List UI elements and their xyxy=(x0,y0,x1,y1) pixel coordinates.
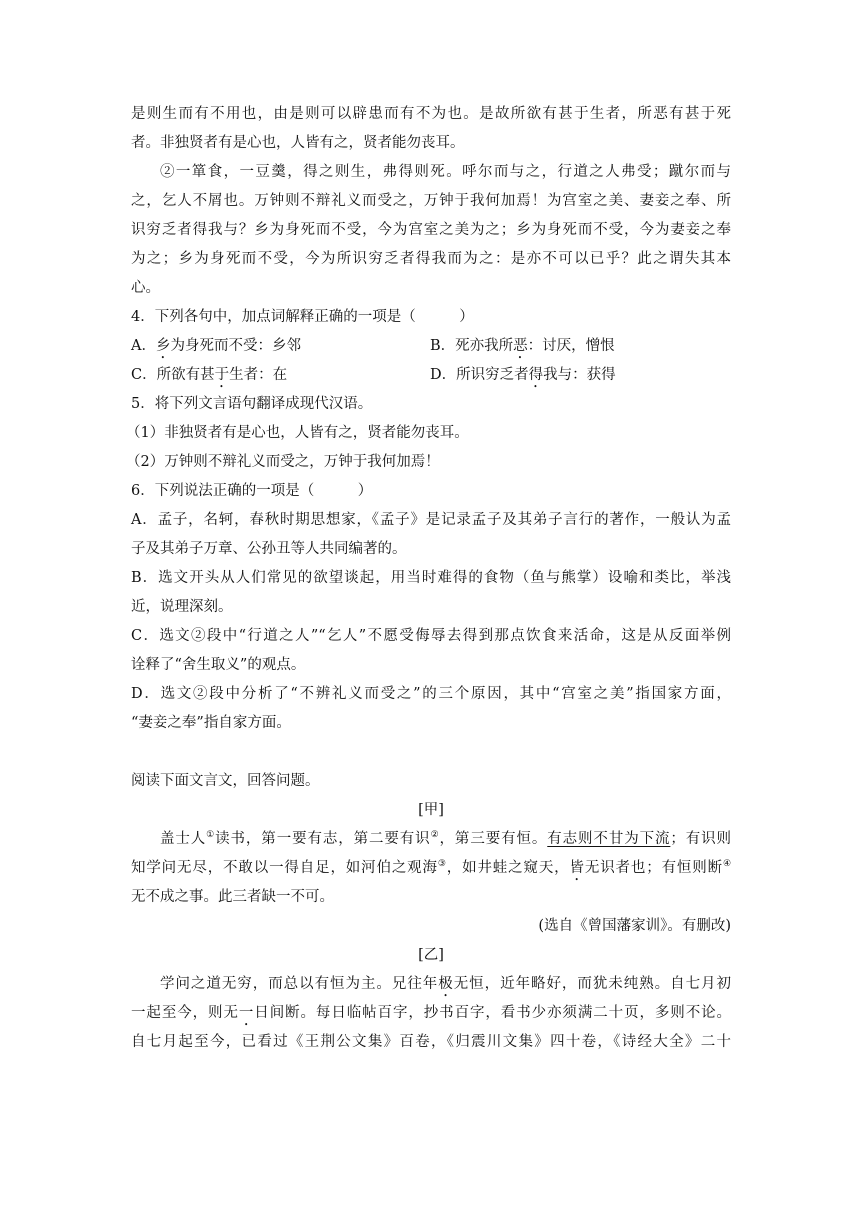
question-6-option-c-cont: 诠释了“舍生取义”的观点。 xyxy=(131,657,306,673)
emphasized-char: 一 xyxy=(238,1005,255,1021)
text-yi-line: 学问之道无穷，而总以有恒为主。兄往年极无恒，近年略好，而犹未纯熟。自七月初 xyxy=(160,976,732,992)
question-5-stem: 5．将下列文言语句翻译成现代汉语。 xyxy=(131,396,373,412)
emphasized-char: 极 xyxy=(438,976,454,992)
text-jia-line: 无不成之事。此三者缺一不可。 xyxy=(131,889,334,905)
question-5-sentence-2: （2）万钟则不辩礼义而受之，万钟于我何加焉！ xyxy=(126,454,440,470)
text-yi-line: 自七月起至今，已看过《王荆公文集》百卷，《归震川文集》四十卷，《诗经大全》二十 xyxy=(131,1034,731,1050)
question-4-option-c: C．所欲有甚于生者：在 xyxy=(131,367,288,383)
text-jia-title: [甲] xyxy=(418,802,444,818)
question-6-option-b-cont: 近，说理深刻。 xyxy=(131,599,233,615)
question-4-option-d: D．所识穷乏者得我与：获得 xyxy=(430,367,616,383)
emphasized-char: 乡 xyxy=(155,338,171,354)
question-6-option-a: A．孟子，名轲，春秋时期思想家，《孟子》是记录孟子及其弟子言行的著作，一般认为孟 xyxy=(131,512,731,528)
question-6-option-d-cont: “妻妾之奉”指自家方面。 xyxy=(131,715,291,731)
question-6-stem: 6．下列说法正确的一项是（ ） xyxy=(131,483,373,499)
emphasized-char: 得 xyxy=(528,367,544,383)
emphasized-char: 恶 xyxy=(513,338,528,354)
question-6-option-d: D．选文②段中分析了“不辨礼义而受之”的三个原因，其中“宫室之美”指国家方面， xyxy=(131,686,731,702)
question-4-option-a: A．乡为身死而不受：乡邻 xyxy=(131,338,301,354)
text-jia-line: 盖士人①读书，第一要有志，第二要有识②，第三要有恒。有志则不甘为下流；有识则 xyxy=(160,830,732,847)
passage-line: 之，乞人不屑也。万钟则不辩礼义而受之，万钟于我何加焉！为宫室之美、妻妾之奉、所 xyxy=(131,193,731,209)
question-6-option-c: C．选文②段中“行道之人”“乞人”不愿受侮辱去得到那点饮食来活命，这是从反面举例 xyxy=(131,628,731,644)
passage-line: 者。非独贤者有是心也，人皆有之，贤者能勿丧耳。 xyxy=(131,135,465,151)
passage-line: 识穷乏者得我与？乡为身死而不受，今为宫室之美为之；乡为身死而不受，今为妻妾之奉 xyxy=(131,222,731,238)
emphasized-char: 于 xyxy=(214,367,230,383)
passage-line: 为之；乡为身死而不受，今为所识穷乏者得我而为之：是亦不可以已乎？此之谓失其本 xyxy=(131,251,731,267)
passage-line: 是则生而有不用也，由是则可以辟患而有不为也。是故所欲有甚于生者，所恶有甚于死 xyxy=(131,106,731,122)
text-jia-line: 知学问无尽，不敢以一得自足，如河伯之观海③，如井蛙之窥天，皆无识者也；有恒则断④ xyxy=(131,859,732,876)
passage-line: ②一箪食，一豆羹，得之则生，弗得则死。呼尔而与之，行道之人弗受；蹴尔而与 xyxy=(160,164,731,180)
underlined-sentence: 有志则不甘为下流 xyxy=(547,831,671,847)
question-4-stem: 4．下列各句中，加点词解释正确的一项是（ ） xyxy=(131,309,474,325)
text-yi-title: [乙] xyxy=(418,947,444,963)
question-6-option-b: B．选文开头从人们常见的欲望谈起，用当时难得的食物（鱼与熊掌）设喻和类比，举浅 xyxy=(131,570,731,586)
emphasized-char: 皆 xyxy=(569,860,585,876)
question-4-option-b: B．死亦我所恶：讨厌，憎恨 xyxy=(430,338,615,354)
passage-line: 心。 xyxy=(131,280,160,296)
question-5-sentence-1: （1）非独贤者有是心也，人皆有之，贤者能勿丧耳。 xyxy=(126,425,469,441)
text-yi-line: 一起至今，则无一日间断。每日临帖百字，抄书百字，看书少亦须满二十页，多则不论。 xyxy=(131,1005,732,1021)
question-6-option-a-cont: 子及其弟子万章、公孙丑等人共同编著的。 xyxy=(131,541,407,557)
reading-intro: 阅读下面文言文，回答问题。 xyxy=(131,773,320,789)
text-jia-source: (选自《曾国藩家训》。有删改) xyxy=(538,918,731,934)
